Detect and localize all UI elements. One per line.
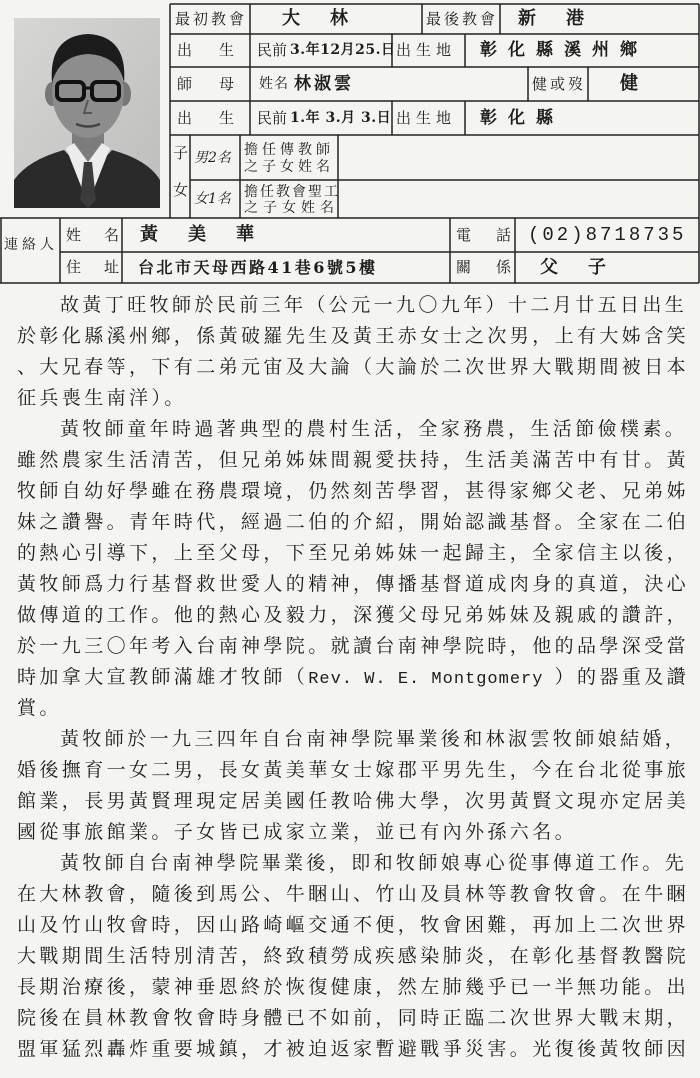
text-line: 院後在員林教會牧會時身體已不如前，同時正臨二次世界大戰末期， [17, 1007, 690, 1029]
birth-label: 出 生 [177, 41, 241, 59]
contact-relation-value: 父 子 [540, 257, 612, 278]
alive-status-label: 健或歿 [532, 75, 587, 93]
birth-era: 民前 [257, 41, 288, 59]
birth-date: 3.年12月25.日 [290, 42, 396, 58]
contact-phone-label: 電 話 [456, 226, 517, 244]
wife-name-label: 姓名 [259, 76, 289, 92]
wife-birthplace-value: 彰化縣 [480, 108, 564, 128]
birthplace-value: 彰化縣溪州鄉 [480, 40, 648, 60]
wife-birth-date: 1.年 3.月 3.日 [290, 110, 392, 126]
text-segment: 時加拿大宣教師滿雄才牧師（ [17, 666, 309, 688]
wife-label: 師 母 [177, 75, 241, 93]
text-line: 在大林教會，隨後到馬公、牛睏山、竹山及員林等教會牧會。在牛睏 [17, 883, 690, 905]
birthplace-label: 出生地 [396, 41, 457, 59]
latin-name-segment: Rev. W. E. Montgomery [308, 670, 555, 689]
text-line: 、大兄春等，下有二弟元宙及大論（大論於二次世界大戰期間被日本 [17, 356, 690, 378]
alive-status-value: 健 [620, 73, 644, 94]
text-line: 征兵喪生南洋）。 [17, 387, 187, 409]
contact-name-label: 姓 名 [66, 226, 124, 244]
text-line: 黃牧師於一九三四年自台南神學院畢業後和林淑雲牧師娘結婚， [60, 728, 688, 750]
wife-birth-era: 民前 [257, 109, 288, 127]
daughters-service-label-line1: 擔任教會聖工 [244, 184, 340, 200]
sons-pastor-label-line1: 擔任傳教師 [244, 142, 334, 158]
first-church-value: 大 林 [282, 8, 354, 29]
text-line: 故黃丁旺牧師於民前三年（公元一九〇九年）十二月廿五日出生 [60, 294, 688, 316]
contact-label: 連絡人 [4, 237, 58, 253]
sons-pastor-label-line2: 之子女姓名 [244, 159, 334, 175]
contact-address-label: 住 址 [66, 258, 124, 276]
text-line: 國從事旅館業。子女皆已成家立業，並已有內外孫六名。 [17, 821, 578, 843]
children-label-daughter: 女 [173, 181, 189, 199]
contact-name-value: 黃 美 華 [140, 224, 260, 245]
wife-name-value: 林淑雲 [294, 74, 354, 94]
text-line: 的熱心引導下，上至父母，下至兄弟姊妹一起歸主，全家信主以後， [17, 542, 690, 564]
contact-relation-label: 關 係 [456, 258, 517, 276]
sons-count: 男2名 [194, 150, 231, 166]
text-line: 做傳道的工作。他的熱心及毅力，深獲父母兄弟姊妹及親戚的讚許， [17, 604, 690, 626]
contact-phone-value: (02)8718735 [528, 224, 687, 246]
text-line: 於彰化縣溪州鄉，係黃破羅先生及黃王赤女士之次男，上有大姊含笑 [17, 325, 690, 347]
contact-address-value: 台北市天母西路41巷6號5樓 [138, 258, 378, 277]
text-line: 婚後撫育一女二男，長女黃美華女士嫁郡平男先生，今在台北從事旅 [17, 759, 690, 781]
daughters-service-label-line2: 之子女姓名 [244, 200, 339, 216]
text-line: 山及竹山牧會時，因山路崎嶇交通不便，牧會困難，再加上二次世界 [17, 914, 690, 936]
biography-text [17, 290, 700, 1065]
text-line: 黃牧師爲力行基督救世愛人的精神，傳播基督道成肉身的真道，決心 [17, 573, 690, 595]
wife-birth-label: 出 生 [177, 109, 241, 127]
text-line: 雖然農家生活清苦，但兄弟姊妹間親愛扶持，生活美滿苦中有甘。黃 [17, 449, 690, 471]
text-line: 賞。 [17, 697, 62, 719]
text-line: 長期治療後，蒙神垂恩終於恢復健康，然左肺幾乎已一半無功能。出 [17, 976, 690, 998]
first-church-label: 最初教會 [175, 10, 248, 28]
text-line: 妹之讚譽。青年時代，經過二伯的介紹，開始認識基督。全家在二伯 [17, 511, 690, 533]
daughters-count: 女1名 [194, 191, 231, 207]
last-church-value: 新 港 [518, 8, 590, 29]
wife-birthplace-label: 出生地 [396, 109, 457, 127]
last-church-label: 最後教會 [426, 10, 499, 28]
text-line-with-latin [17, 662, 700, 693]
text-line: 盟軍猛烈轟炸重要城鎮，才被迫返家暫避戰爭災害。光復後黃牧師因 [17, 1038, 690, 1060]
text-line: 牧師自幼好學雖在務農環境，仍然刻苦學習，甚得家鄉父老、兄弟姊 [17, 480, 690, 502]
text-segment: ）的器重及讚 [554, 666, 690, 688]
text-line: 於一九三〇年考入台南神學院。就讀台南神學院時，他的品學深受當 [17, 635, 690, 657]
text-line: 大戰期間生活特別清苦，終致積勞成疾感染肺炎，在彰化基督教醫院 [17, 945, 690, 967]
children-label-son: 子 [173, 144, 189, 162]
text-line: 黃牧師自台南神學院畢業後，即和牧師娘專心從事傳道工作。先 [60, 852, 688, 874]
text-line: 黃牧師童年時過著典型的農村生活，全家務農，生活節儉樸素。 [60, 418, 688, 440]
text-line: 館業，長男黃賢理現定居美國任教哈佛大學，次男黃賢文現亦定居美 [17, 790, 690, 812]
